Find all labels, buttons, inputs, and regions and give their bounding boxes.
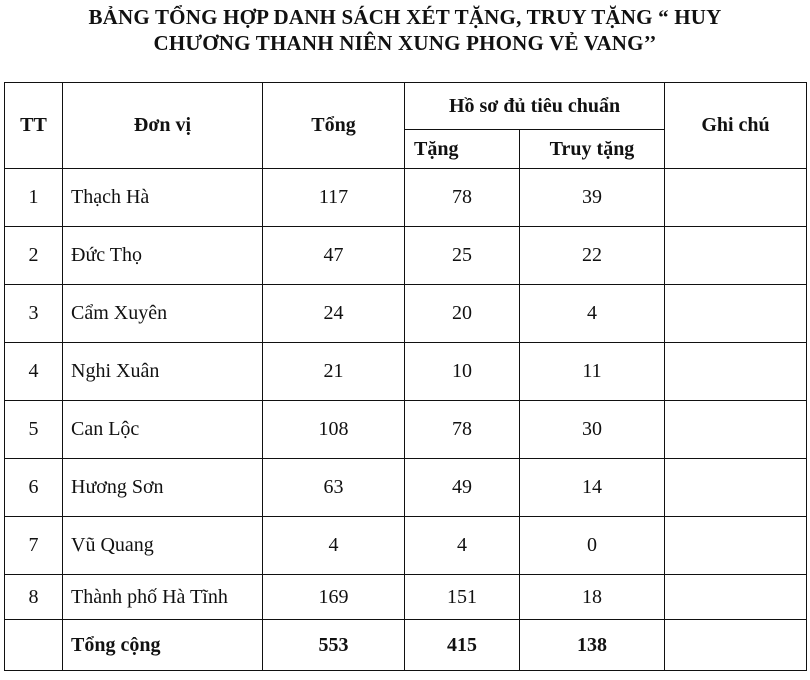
table-row [5, 169, 807, 227]
row-note [665, 401, 807, 459]
summary-table [4, 82, 807, 671]
row-total: 169 [263, 575, 405, 620]
total-given: 415 [405, 620, 520, 671]
header-note: Ghi chú [665, 83, 807, 169]
row-unit: Thạch Hà [63, 169, 263, 227]
table-row [5, 517, 807, 575]
row-note [665, 459, 807, 517]
row-note [665, 285, 807, 343]
header-given: Tặng [405, 130, 520, 169]
row-posthumous: 18 [520, 575, 665, 620]
header-tt: TT [5, 83, 63, 169]
row-unit: Cẩm Xuyên [63, 285, 263, 343]
row-total: 63 [263, 459, 405, 517]
row-given: 20 [405, 285, 520, 343]
row-posthumous: 4 [520, 285, 665, 343]
row-tt: 7 [5, 517, 63, 575]
row-note [665, 169, 807, 227]
row-posthumous: 39 [520, 169, 665, 227]
table-row [5, 227, 807, 285]
row-unit: Can Lộc [63, 401, 263, 459]
row-given: 151 [405, 575, 520, 620]
table-row [5, 343, 807, 401]
row-total: 4 [263, 517, 405, 575]
row-given: 25 [405, 227, 520, 285]
row-given: 10 [405, 343, 520, 401]
total-label: Tổng cộng [63, 620, 263, 671]
row-note [665, 517, 807, 575]
row-tt: 1 [5, 169, 63, 227]
row-tt: 4 [5, 343, 63, 401]
document-title [0, 4, 810, 56]
table-row [5, 285, 807, 343]
row-total: 47 [263, 227, 405, 285]
row-given: 78 [405, 169, 520, 227]
total-tt-cell [5, 620, 63, 671]
row-unit: Thành phố Hà Tĩnh [63, 575, 263, 620]
row-posthumous: 22 [520, 227, 665, 285]
row-posthumous: 11 [520, 343, 665, 401]
total-note-cell [665, 620, 807, 671]
total-row [5, 620, 807, 671]
row-total: 108 [263, 401, 405, 459]
table-row [5, 575, 807, 620]
row-unit: Đức Thọ [63, 227, 263, 285]
row-note [665, 575, 807, 620]
total-posthumous: 138 [520, 620, 665, 671]
title-line-2: CHƯƠNG THANH NIÊN XUNG PHONG VẺ VANG’’ [153, 31, 657, 55]
row-tt: 8 [5, 575, 63, 620]
row-total: 24 [263, 285, 405, 343]
row-given: 49 [405, 459, 520, 517]
row-tt: 3 [5, 285, 63, 343]
table-row [5, 401, 807, 459]
row-note [665, 343, 807, 401]
header-total: Tổng [263, 83, 405, 169]
row-given: 78 [405, 401, 520, 459]
row-unit: Nghi Xuân [63, 343, 263, 401]
row-unit: Hương Sơn [63, 459, 263, 517]
row-posthumous: 14 [520, 459, 665, 517]
row-tt: 6 [5, 459, 63, 517]
row-total: 117 [263, 169, 405, 227]
title-line-1: BẢNG TỔNG HỢP DANH SÁCH XÉT TẶNG, TRUY TẶNG “ HUY [88, 5, 722, 29]
header-posthumous: Truy tặng [520, 130, 665, 169]
row-tt: 2 [5, 227, 63, 285]
total-sum: 553 [263, 620, 405, 671]
row-posthumous: 30 [520, 401, 665, 459]
row-tt: 5 [5, 401, 63, 459]
row-given: 4 [405, 517, 520, 575]
header-qualified-group: Hồ sơ đủ tiêu chuẩn [405, 83, 665, 130]
table-row [5, 459, 807, 517]
row-note [665, 227, 807, 285]
row-posthumous: 0 [520, 517, 665, 575]
row-unit: Vũ Quang [63, 517, 263, 575]
header-unit: Đơn vị [63, 83, 263, 169]
row-total: 21 [263, 343, 405, 401]
